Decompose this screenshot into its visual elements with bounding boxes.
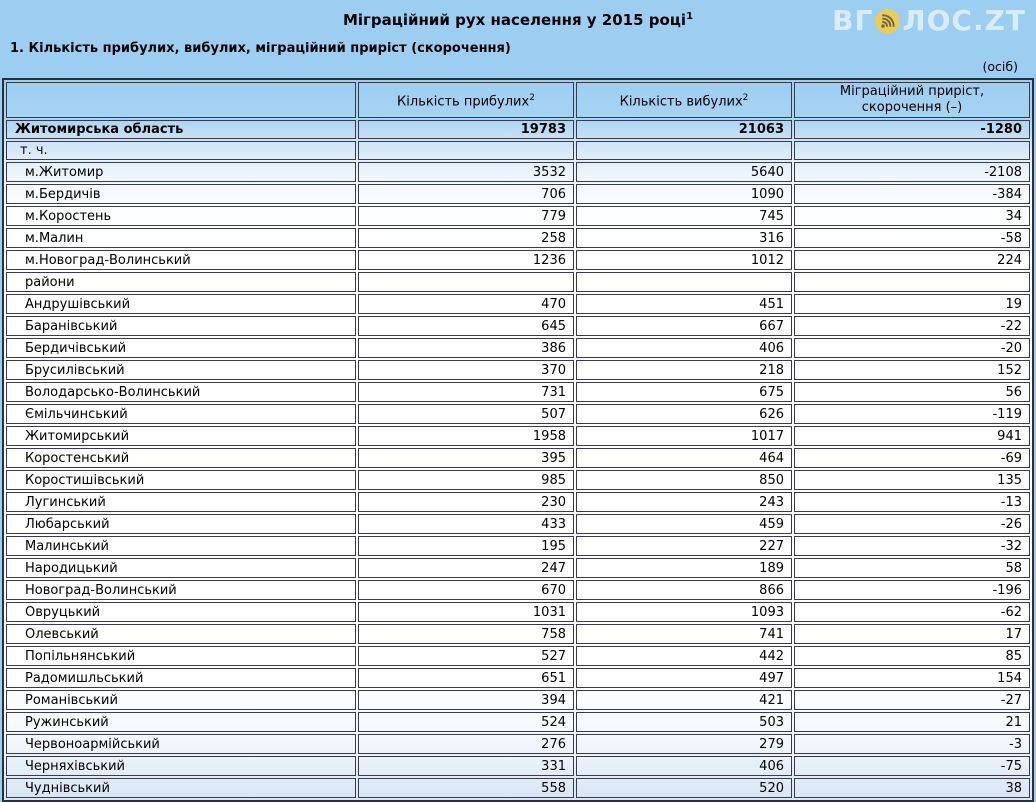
departed-value-cell: 5640 — [576, 162, 792, 182]
arrived-value-cell: 394 — [358, 690, 574, 710]
arrived-value-cell: 331 — [358, 756, 574, 776]
table-row — [6, 756, 1030, 776]
arrived-value-cell: 3532 — [358, 162, 574, 182]
departed-value-cell: 451 — [576, 294, 792, 314]
territory-name-cell: Лугинський — [6, 492, 356, 512]
territory-name-cell: Ємільчинський — [6, 404, 356, 424]
net-value-cell — [794, 272, 1030, 292]
departed-value-cell: 243 — [576, 492, 792, 512]
arrived-value-cell: 470 — [358, 294, 574, 314]
net-value-cell: -75 — [794, 756, 1030, 776]
departed-value-cell: 667 — [576, 316, 792, 336]
territory-name-cell: м.Коростень — [6, 206, 356, 226]
table-row — [6, 602, 1030, 622]
net-value-cell: -3 — [794, 734, 1030, 754]
departed-value-cell: 189 — [576, 558, 792, 578]
table-row — [6, 338, 1030, 358]
table-row — [6, 624, 1030, 644]
table-row — [6, 712, 1030, 732]
table-row — [6, 580, 1030, 600]
net-value-cell: 19 — [794, 294, 1030, 314]
header-footnote-marker: 2 — [529, 92, 535, 103]
departed-value-cell: 21063 — [576, 120, 792, 139]
net-value-cell — [794, 141, 1030, 160]
net-value-cell: -20 — [794, 338, 1030, 358]
territory-name-cell: Малинський — [6, 536, 356, 556]
territory-name-cell: Баранівський — [6, 316, 356, 336]
net-value-cell: -69 — [794, 448, 1030, 468]
table-row — [6, 690, 1030, 710]
arrived-value-cell: 386 — [358, 338, 574, 358]
arrived-value-cell: 758 — [358, 624, 574, 644]
table-row — [6, 162, 1030, 182]
title-footnote-marker: 1 — [686, 11, 694, 22]
header-net-migration: Міграційний приріст, скорочення (–) — [794, 82, 1030, 118]
table-row — [6, 206, 1030, 226]
territory-name-cell: Попільнянський — [6, 646, 356, 666]
arrived-value-cell: 1958 — [358, 426, 574, 446]
departed-value-cell — [576, 272, 792, 292]
table-row — [6, 184, 1030, 204]
territory-name-cell: Народицький — [6, 558, 356, 578]
table-row — [6, 294, 1030, 314]
table-row — [6, 141, 1030, 160]
logo-text-suffix: ЛОС.ZT — [902, 4, 1026, 37]
net-value-cell: 34 — [794, 206, 1030, 226]
territory-name-cell: Бердичівський — [6, 338, 356, 358]
territory-name-cell: Володарсько-Волинський — [6, 382, 356, 402]
page-title-text: Міграційний рух населення у 2015 році — [342, 11, 687, 29]
territory-name-cell: м.Новоград-Волинський — [6, 250, 356, 270]
departed-value-cell: 745 — [576, 206, 792, 226]
table-row — [6, 558, 1030, 578]
territory-name-cell: Олевський — [6, 624, 356, 644]
arrived-value-cell: 706 — [358, 184, 574, 204]
table-row — [6, 514, 1030, 534]
arrived-value-cell: 230 — [358, 492, 574, 512]
territory-name-cell: Овруцький — [6, 602, 356, 622]
table-row — [6, 250, 1030, 270]
arrived-value-cell: 527 — [358, 646, 574, 666]
migration-table — [2, 78, 1034, 802]
net-value-cell: 85 — [794, 646, 1030, 666]
net-value-cell: 21 — [794, 712, 1030, 732]
departed-value-cell — [576, 141, 792, 160]
arrived-value-cell: 558 — [358, 778, 574, 798]
net-value-cell: 154 — [794, 668, 1030, 688]
departed-value-cell: 675 — [576, 382, 792, 402]
net-value-cell: -384 — [794, 184, 1030, 204]
net-value-cell: -58 — [794, 228, 1030, 248]
table-row — [6, 668, 1030, 688]
territory-name-cell: Житомирський — [6, 426, 356, 446]
header-footnote-marker: 2 — [742, 92, 749, 103]
departed-value-cell: 406 — [576, 756, 792, 776]
net-value-cell: -2108 — [794, 162, 1030, 182]
arrived-value-cell: 247 — [358, 558, 574, 578]
net-value-cell: -1280 — [794, 120, 1030, 139]
departed-value-cell: 316 — [576, 228, 792, 248]
arrived-value-cell: 433 — [358, 514, 574, 534]
arrived-value-cell: 1236 — [358, 250, 574, 270]
net-value-cell: -119 — [794, 404, 1030, 424]
table-row — [6, 360, 1030, 380]
net-value-cell: -196 — [794, 580, 1030, 600]
arrived-value-cell: 779 — [358, 206, 574, 226]
net-value-cell: -32 — [794, 536, 1030, 556]
territory-name-cell: Андрушівський — [6, 294, 356, 314]
arrived-value-cell: 985 — [358, 470, 574, 490]
territory-name-cell: Коростенський — [6, 448, 356, 468]
net-value-cell: 58 — [794, 558, 1030, 578]
departed-value-cell: 850 — [576, 470, 792, 490]
page-header — [0, 0, 1036, 78]
table-row — [6, 646, 1030, 666]
territory-name-cell: Житомирська область — [6, 120, 356, 139]
net-value-cell: 152 — [794, 360, 1030, 380]
territory-name-cell: райони — [6, 272, 356, 292]
departed-value-cell: 520 — [576, 778, 792, 798]
arrived-value-cell — [358, 141, 574, 160]
net-value-cell: -22 — [794, 316, 1030, 336]
departed-value-cell: 421 — [576, 690, 792, 710]
arrived-value-cell: 645 — [358, 316, 574, 336]
departed-value-cell: 1017 — [576, 426, 792, 446]
table-row — [6, 734, 1030, 754]
header-row — [6, 82, 1030, 118]
sound-waves-icon — [874, 8, 901, 35]
arrived-value-cell: 276 — [358, 734, 574, 754]
departed-value-cell: 1012 — [576, 250, 792, 270]
departed-value-cell: 227 — [576, 536, 792, 556]
departed-value-cell: 626 — [576, 404, 792, 424]
net-value-cell: 224 — [794, 250, 1030, 270]
territory-name-cell: Любарський — [6, 514, 356, 534]
table-row — [6, 536, 1030, 556]
arrived-value-cell: 670 — [358, 580, 574, 600]
departed-value-cell: 866 — [576, 580, 792, 600]
departed-value-cell: 218 — [576, 360, 792, 380]
departed-value-cell: 459 — [576, 514, 792, 534]
table-row — [6, 448, 1030, 468]
arrived-value-cell: 731 — [358, 382, 574, 402]
table-row — [6, 120, 1030, 139]
territory-name-cell: Ружинський — [6, 712, 356, 732]
departed-value-cell: 1090 — [576, 184, 792, 204]
table-row — [6, 426, 1030, 446]
net-value-cell: -13 — [794, 492, 1030, 512]
arrived-value-cell: 195 — [358, 536, 574, 556]
net-value-cell: 941 — [794, 426, 1030, 446]
arrived-value-cell: 651 — [358, 668, 574, 688]
vgolos-zt-watermark-logo — [832, 4, 1026, 37]
table-row — [6, 228, 1030, 248]
arrived-value-cell: 1031 — [358, 602, 574, 622]
arrived-value-cell: 395 — [358, 448, 574, 468]
territory-name-cell: Брусилівський — [6, 360, 356, 380]
migration-table-header — [6, 82, 1030, 118]
arrived-value-cell: 507 — [358, 404, 574, 424]
header-arrived: Кількість прибулих$^2$ — [358, 82, 574, 118]
net-value-cell: -62 — [794, 602, 1030, 622]
table-row — [6, 316, 1030, 336]
departed-value-cell: 442 — [576, 646, 792, 666]
territory-name-cell: м.Малин — [6, 228, 356, 248]
unit-note: (осіб) — [982, 59, 1018, 74]
territory-name-cell: Новоград-Волинський — [6, 580, 356, 600]
header-territory — [6, 82, 356, 118]
departed-value-cell: 497 — [576, 668, 792, 688]
net-value-cell: -27 — [794, 690, 1030, 710]
table-row — [6, 492, 1030, 512]
territory-name-cell: Коростишівський — [6, 470, 356, 490]
departed-value-cell: 279 — [576, 734, 792, 754]
table-row — [6, 404, 1030, 424]
header-departed: Кількість вибулих$^2$ — [576, 82, 792, 118]
territory-name-cell: Чуднівський — [6, 778, 356, 798]
departed-value-cell: 741 — [576, 624, 792, 644]
net-value-cell: -26 — [794, 514, 1030, 534]
table-row — [6, 382, 1030, 402]
territory-name-cell: Романівський — [6, 690, 356, 710]
departed-value-cell: 464 — [576, 448, 792, 468]
territory-name-cell: Червоноармійський — [6, 734, 356, 754]
departed-value-cell: 503 — [576, 712, 792, 732]
logo-text-prefix: ВГ — [832, 4, 874, 37]
territory-name-cell: т. ч. — [6, 141, 356, 160]
net-value-cell: 17 — [794, 624, 1030, 644]
net-value-cell: 38 — [794, 778, 1030, 798]
arrived-value-cell: 524 — [358, 712, 574, 732]
departed-value-cell: 406 — [576, 338, 792, 358]
net-value-cell: 135 — [794, 470, 1030, 490]
section-heading: 1. Кількість прибулих, вибулих, міграційний приріст (скорочення) — [10, 41, 511, 56]
table-row — [6, 778, 1030, 798]
territory-name-cell: Радомишльський — [6, 668, 356, 688]
arrived-value-cell: 19783 — [358, 120, 574, 139]
arrived-value-cell: 370 — [358, 360, 574, 380]
migration-table-body — [6, 120, 1030, 798]
territory-name-cell: м.Бердичів — [6, 184, 356, 204]
territory-name-cell: м.Житомир — [6, 162, 356, 182]
departed-value-cell: 1093 — [576, 602, 792, 622]
arrived-value-cell — [358, 272, 574, 292]
table-row — [6, 470, 1030, 490]
table-row — [6, 272, 1030, 292]
net-value-cell: 56 — [794, 382, 1030, 402]
arrived-value-cell: 258 — [358, 228, 574, 248]
territory-name-cell: Черняхівський — [6, 756, 356, 776]
